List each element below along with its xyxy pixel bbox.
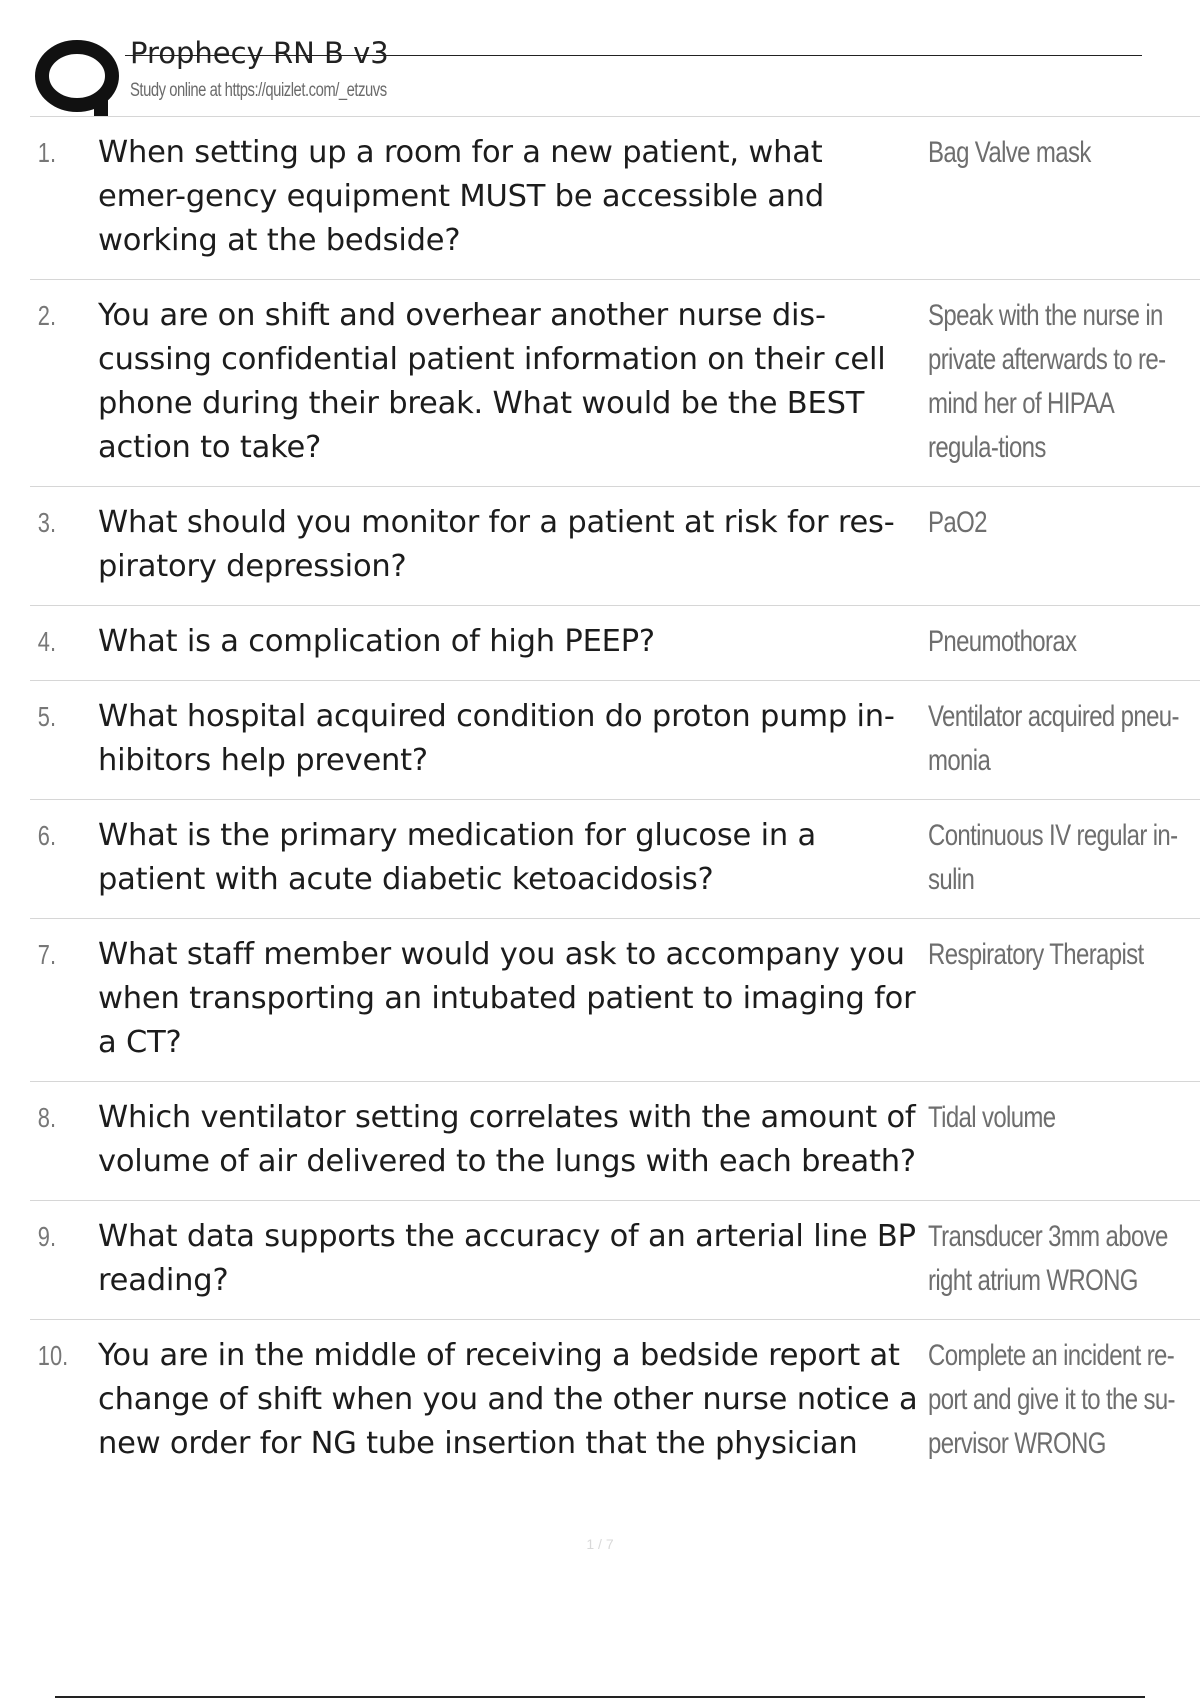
card-number: 3. [37,507,57,538]
card-question: You are on shift and overhear another nurse dis-cussing confidential patient information on their cell phone during their break. What would be the BEST action to take? [98,298,886,465]
flashcard-row [30,1319,1200,1482]
card-question: What data supports the accuracy of an arterial line BP reading? [98,1219,916,1298]
card-answer [918,933,1200,977]
footer-rule [55,1696,1145,1698]
flashcard-row [30,1200,1200,1319]
document-header [30,30,1142,110]
card-question: When setting up a room for a new patient, what emer-gency equipment MUST be accessible and working at the bedside? [98,135,825,258]
card-answer [918,294,1200,470]
card-number: 5. [37,701,57,732]
card-question: What staff member would you ask to accompany you when transporting an intubated patient to imaging for a CT? [98,937,916,1060]
card-answer-text: Transducer 3mm above right atrium WRONG [928,1220,1168,1297]
card-answer-text: Complete an incident re-port and give it to the su-pervisor WRONG [928,1339,1175,1460]
card-number: 6. [37,820,57,851]
card-number: 10. [37,1340,69,1371]
flashcard-row [30,486,1200,605]
card-answer-text: PaO2 [928,506,987,539]
card-number: 2. [37,300,57,331]
card-answer [918,1334,1200,1466]
page-number: 1 / 7 [586,1536,614,1552]
card-number: 7. [37,939,57,970]
card-number: 1. [37,137,57,168]
card-number: 4. [37,626,57,657]
card-answer [918,620,1200,664]
flashcard-row [30,1081,1200,1200]
card-answer [918,1215,1200,1303]
document-subtitle: Study online at https://quizlet.com/_etzuvs [130,80,387,101]
flashcard-row [30,680,1200,799]
document-title: Prophecy RN B v3 [130,36,389,70]
card-answer [918,1096,1200,1140]
flashcard-row [30,799,1200,918]
flashcard-list [30,116,1200,1482]
card-answer [918,131,1200,175]
card-question: Which ventilator setting correlates with the amount of volume of air delivered to the lungs with each breath? [98,1100,916,1179]
card-answer [918,695,1200,783]
card-question: You are in the middle of receiving a bedside report at change of shift when you and the other nurse notice a new order for NG tube insertion that the physician [98,1338,918,1461]
card-answer-text: Pneumothorax [928,625,1077,658]
flashcard-row [30,918,1200,1081]
card-question: What should you monitor for a patient at risk for res-piratory depression? [98,505,895,584]
card-answer-text: Bag Valve mask [928,136,1091,169]
card-question: What hospital acquired condition do proton pump in-hibitors help prevent? [98,699,895,778]
card-answer-text: Speak with the nurse in private afterwards to re-mind her of HIPAA regula-tions [928,299,1166,464]
quizlet-q-logo [32,34,142,120]
card-answer-text: Respiratory Therapist [928,938,1144,971]
card-question: What is the primary medication for glucose in a patient with acute diabetic ketoacidosis? [98,818,816,897]
flashcard-row [30,116,1200,279]
card-answer [918,814,1200,902]
card-number: 9. [37,1221,57,1252]
card-answer-text: Tidal volume [928,1101,1056,1134]
card-number: 8. [37,1102,57,1133]
flashcard-row [30,605,1200,680]
card-question: What is a complication of high PEEP? [98,624,655,659]
card-answer-text: Ventilator acquired pneu-monia [928,700,1179,777]
card-answer-text: Continuous IV regular in-sulin [928,819,1178,896]
flashcard-row [30,279,1200,486]
card-answer [918,501,1200,545]
